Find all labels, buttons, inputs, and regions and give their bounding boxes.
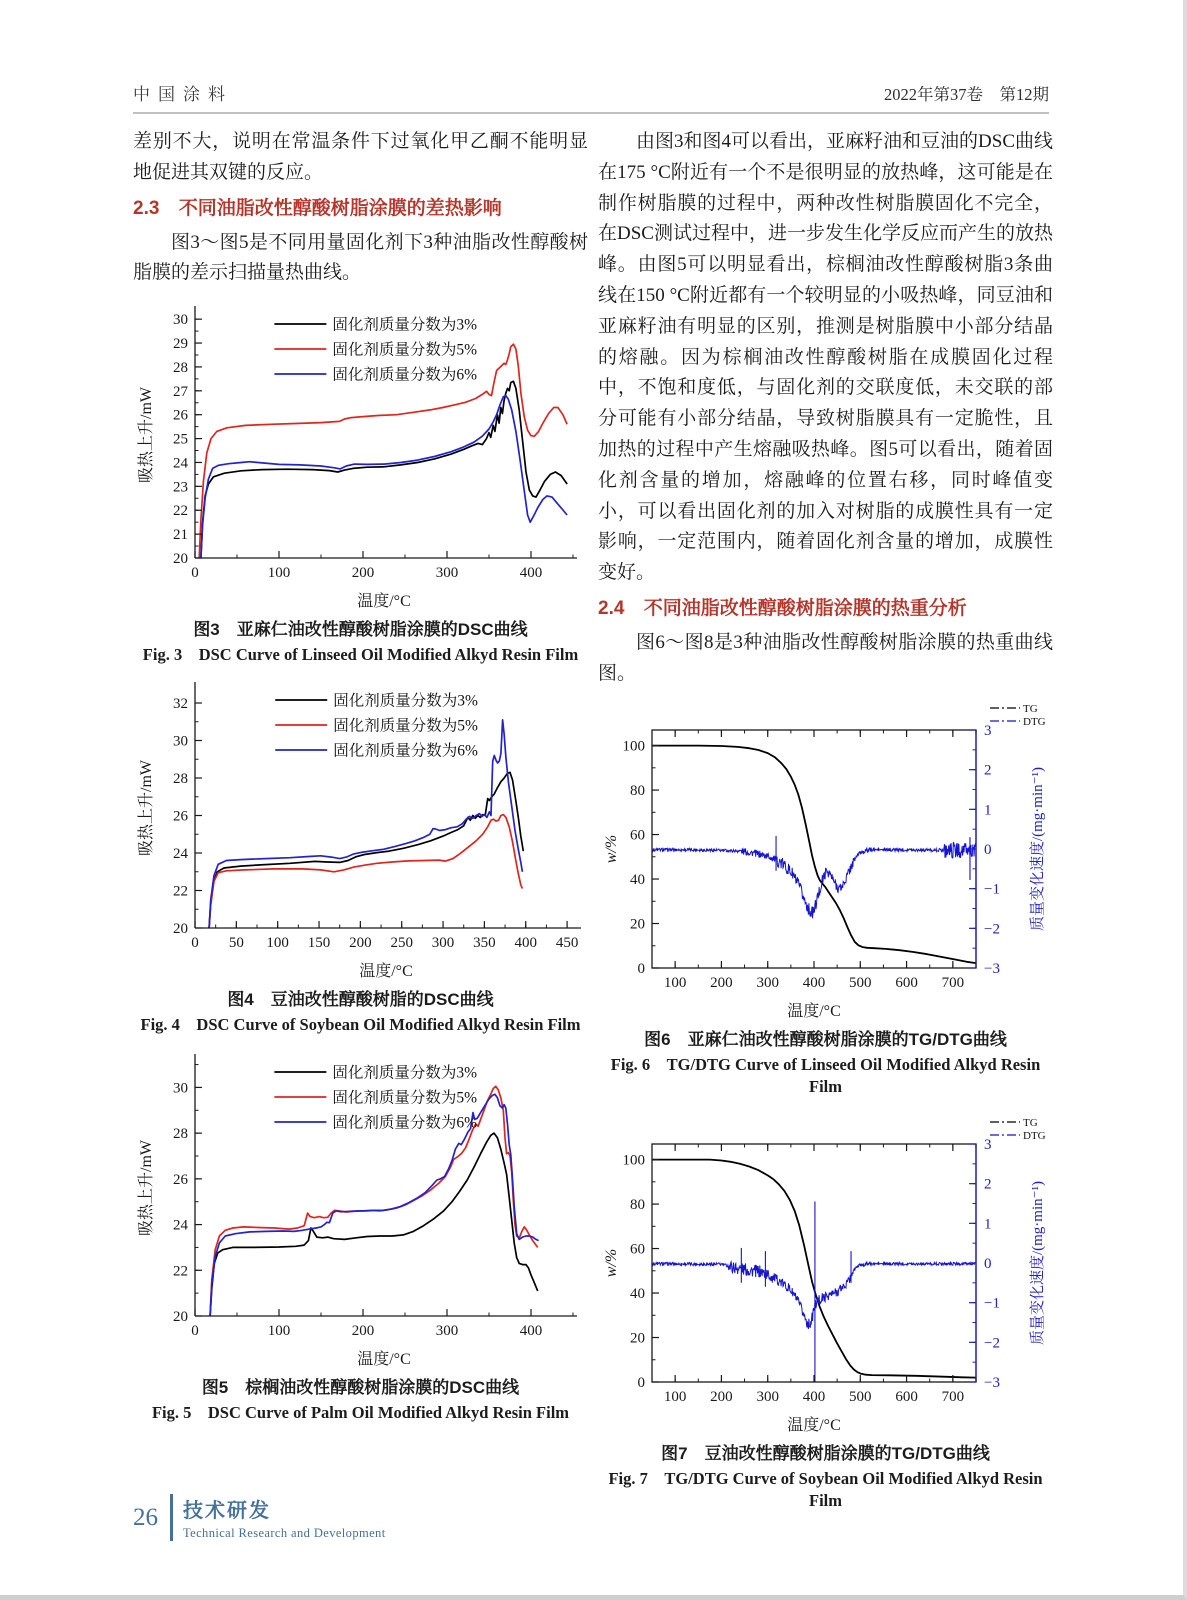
paragraph-continuation: 差别不大，说明在常温条件下过氧化甲乙酮不能明显地促进其双键的反应。: [133, 131, 588, 183]
fig7-caption-en: Fig. 7 TG/DTG Curve of Soybean Oil Modified Alkyd Resin Film: [608, 1468, 1043, 1510]
svg-text:200: 200: [709, 1388, 733, 1405]
svg-text:20: 20: [172, 551, 188, 568]
svg-text:300: 300: [431, 935, 454, 952]
svg-text:吸热上升/mW: 吸热上升/mW: [137, 387, 155, 484]
svg-text:−3: −3: [983, 960, 1000, 977]
svg-text:200: 200: [709, 974, 733, 991]
figure-5: [133, 1046, 588, 1424]
fig5-caption: [133, 1376, 588, 1424]
svg-text:60: 60: [629, 827, 645, 844]
fig4-caption-zh: 图4 豆油改性醇酸树脂的DSC曲线: [227, 990, 494, 1010]
svg-text:20: 20: [172, 1309, 188, 1326]
svg-text:0: 0: [190, 565, 199, 582]
svg-text:300: 300: [755, 1388, 779, 1405]
svg-text:400: 400: [519, 565, 542, 582]
svg-text:0: 0: [637, 1374, 645, 1391]
svg-text:固化剂质量分数为6%: 固化剂质量分数为6%: [332, 742, 478, 760]
svg-text:0: 0: [190, 1323, 199, 1340]
svg-text:100: 100: [663, 974, 686, 991]
svg-text:20: 20: [629, 916, 645, 933]
svg-text:40: 40: [629, 871, 645, 888]
svg-text:22: 22: [172, 503, 188, 520]
fig4-caption: [133, 988, 588, 1036]
fig3-caption-en: Fig. 3 DSC Curve of Linseed Oil Modified Alkyd Resin Film: [142, 645, 579, 665]
fig7-caption-zh: 图7 豆油改性醇酸树脂涂膜的TG/DTG曲线: [661, 1443, 990, 1463]
svg-text:700: 700: [941, 974, 964, 991]
svg-text:80: 80: [629, 782, 645, 799]
svg-text:80: 80: [629, 1196, 645, 1213]
svg-text:温度/°C: 温度/°C: [356, 593, 411, 611]
fig6-tg-dtg-chart: [600, 694, 1052, 1024]
svg-text:23: 23: [172, 479, 188, 496]
svg-text:24: 24: [172, 455, 188, 472]
left-column: [133, 127, 588, 1516]
svg-text:−2: −2: [983, 1334, 1000, 1351]
svg-text:100: 100: [663, 1388, 686, 1405]
svg-text:60: 60: [629, 1241, 645, 1258]
svg-text:28: 28: [172, 360, 188, 377]
svg-text:100: 100: [267, 1323, 290, 1340]
svg-text:200: 200: [351, 565, 374, 582]
svg-text:700: 700: [941, 1388, 964, 1405]
footer-section-zh: 技术研发: [183, 1500, 271, 1522]
svg-text:22: 22: [172, 1263, 188, 1280]
fig3-dsc-chart: [135, 302, 587, 614]
svg-text:250: 250: [389, 935, 413, 952]
fig5-caption-en: Fig. 5 DSC Curve of Palm Oil Modified Alkyd Resin Film: [151, 1403, 570, 1423]
svg-text:0: 0: [190, 935, 199, 952]
svg-text:32: 32: [172, 696, 188, 713]
issue-info: 2022年第37卷 第12期: [884, 85, 1049, 104]
fig7-tg-dtg-chart: [600, 1108, 1052, 1438]
section-number: 2.4: [598, 597, 625, 619]
svg-text:−1: −1: [983, 881, 1000, 898]
svg-text:28: 28: [172, 1126, 188, 1143]
svg-text:DTG: DTG: [1022, 715, 1046, 728]
svg-text:−2: −2: [983, 920, 1000, 937]
svg-text:固化剂质量分数为6%: 固化剂质量分数为6%: [331, 366, 477, 384]
svg-text:TG: TG: [1022, 1116, 1038, 1129]
svg-text:24: 24: [172, 1217, 188, 1234]
svg-text:400: 400: [802, 1388, 825, 1405]
svg-text:26: 26: [172, 808, 188, 825]
svg-text:固化剂质量分数为3%: 固化剂质量分数为3%: [331, 1064, 477, 1082]
svg-text:温度/°C: 温度/°C: [786, 1002, 841, 1020]
svg-text:300: 300: [435, 1323, 458, 1340]
svg-text:温度/°C: 温度/°C: [356, 1351, 411, 1369]
fig5-caption-zh: 图5 棕榈油改性醇酸树脂涂膜的DSC曲线: [201, 1378, 520, 1398]
svg-text:TG: TG: [1022, 702, 1038, 715]
svg-text:固化剂质量分数为3%: 固化剂质量分数为3%: [332, 692, 478, 710]
svg-text:质量变化速度/(mg·min⁻¹): 质量变化速度/(mg·min⁻¹): [1029, 1180, 1046, 1345]
fig6-caption-zh: 图6 亚麻仁油改性醇酸树脂涂膜的TG/DTG曲线: [644, 1029, 1007, 1049]
svg-text:500: 500: [848, 974, 872, 991]
svg-text:0: 0: [637, 960, 645, 977]
svg-text:固化剂质量分数为5%: 固化剂质量分数为5%: [331, 341, 477, 359]
svg-text:2: 2: [983, 762, 991, 779]
figure-3: [133, 302, 588, 666]
svg-text:300: 300: [435, 565, 458, 582]
footer-divider: [170, 1494, 173, 1541]
svg-text:20: 20: [629, 1330, 645, 1347]
svg-text:吸热上升/mW: 吸热上升/mW: [137, 1140, 155, 1237]
svg-text:固化剂质量分数为5%: 固化剂质量分数为5%: [331, 1089, 477, 1107]
svg-text:w/%: w/%: [602, 1248, 620, 1277]
svg-text:50: 50: [228, 935, 244, 952]
right-column: [598, 127, 1053, 1516]
svg-text:2: 2: [983, 1176, 991, 1193]
svg-text:400: 400: [519, 1323, 542, 1340]
svg-text:25: 25: [172, 431, 188, 448]
svg-text:500: 500: [848, 1388, 872, 1405]
svg-text:100: 100: [622, 738, 645, 755]
svg-text:温度/°C: 温度/°C: [786, 1416, 841, 1434]
paragraph: 图6～图8是3种油脂改性醇酸树脂涂膜的热重曲线图。: [598, 631, 1053, 684]
svg-text:0: 0: [983, 1255, 991, 1272]
svg-text:600: 600: [894, 974, 918, 991]
svg-text:450: 450: [555, 935, 578, 952]
svg-text:w/%: w/%: [602, 834, 620, 863]
svg-text:DTG: DTG: [1022, 1129, 1046, 1142]
svg-text:26: 26: [172, 1172, 188, 1189]
svg-text:固化剂质量分数为6%: 固化剂质量分数为6%: [331, 1114, 477, 1132]
svg-text:100: 100: [265, 935, 289, 952]
page-footer: [133, 1494, 386, 1541]
paragraph: 图3～图5是不同用量固化剂下3种油脂改性醇酸树脂膜的差示扫描量热曲线。: [133, 231, 588, 284]
svg-text:20: 20: [172, 921, 188, 938]
svg-text:100: 100: [267, 565, 290, 582]
svg-text:28: 28: [172, 771, 188, 788]
fig6-caption: [598, 1028, 1053, 1098]
svg-text:3: 3: [983, 1136, 991, 1153]
svg-text:200: 200: [348, 935, 372, 952]
svg-text:22: 22: [172, 883, 188, 900]
fig6-caption-en: Fig. 6 TG/DTG Curve of Linseed Oil Modified Alkyd Resin Film: [610, 1054, 1041, 1096]
fig4-caption-en: Fig. 4 DSC Curve of Soybean Oil Modified Alkyd Resin Film: [140, 1015, 581, 1035]
svg-text:0: 0: [983, 841, 991, 858]
svg-text:温度/°C: 温度/°C: [358, 963, 413, 981]
svg-text:350: 350: [472, 935, 496, 952]
journal-name: 中国涂料: [133, 85, 233, 104]
fig3-caption-zh: 图3 亚麻仁油改性醇酸树脂涂膜的DSC曲线: [193, 620, 528, 640]
fig7-caption: [598, 1442, 1053, 1512]
fig3-caption: [133, 618, 588, 666]
svg-text:30: 30: [172, 312, 188, 329]
section-number: 2.3: [133, 197, 160, 219]
fig4-dsc-chart: [135, 676, 587, 984]
figure-4: [133, 676, 588, 1036]
svg-text:100: 100: [622, 1152, 645, 1169]
svg-text:21: 21: [172, 527, 188, 544]
svg-text:24: 24: [172, 846, 188, 863]
svg-text:27: 27: [172, 384, 188, 401]
fig5-dsc-chart: [135, 1046, 587, 1372]
paragraph: 由图3和图4可以看出，亚麻籽油和豆油的DSC曲线在175 °C附近有一个不是很明显的放热峰，这可能是在制作树脂膜的过程中，两种改性树脂膜固化不完全，在DSC测试过程中，进一步发生化学反应而产生的放热峰。由图5可以明显看出，棕榈油改性醇酸树脂3条曲线在150 °C附近都有一个较明显的小吸热峰，同豆油和亚麻籽油有明显的区别，推测是树脂膜中小部分结晶的熔融。因为棕榈油改性醇酸树脂在成膜固化过程中，不饱和度低，与固化剂的交联度低，未交联的部分可能有小部分结晶，导致树脂膜具有一定脆性，且加热的过程中产生熔融吸热峰。图5可以看出，随着固化剂含量的增加，熔融峰的位置右移，同时峰值变小，可以看出固化剂的加入对树脂的成膜性具有一定影响，一定范围内，随着固化剂含量的增加，成膜性变好。: [598, 131, 1053, 584]
svg-text:30: 30: [172, 1080, 188, 1097]
svg-text:26: 26: [172, 407, 188, 424]
svg-text:150: 150: [307, 935, 330, 952]
figure-7: [598, 1108, 1053, 1512]
svg-text:−1: −1: [983, 1295, 1000, 1312]
svg-text:1: 1: [983, 1215, 991, 1232]
footer-section: [183, 1494, 386, 1541]
section-title: 不同油脂改性醇酸树脂涂膜的差热影响: [178, 197, 502, 219]
section-heading-2-3: [133, 194, 588, 224]
page-header: [133, 80, 1049, 114]
svg-text:40: 40: [629, 1285, 645, 1302]
svg-text:30: 30: [172, 733, 188, 750]
svg-text:吸热上升/mW: 吸热上升/mW: [137, 760, 155, 857]
svg-text:3: 3: [983, 722, 991, 739]
svg-text:质量变化速度/(mg·min⁻¹): 质量变化速度/(mg·min⁻¹): [1029, 766, 1046, 931]
svg-text:固化剂质量分数为3%: 固化剂质量分数为3%: [331, 316, 477, 334]
svg-text:400: 400: [802, 974, 825, 991]
svg-text:−3: −3: [983, 1374, 1000, 1391]
svg-text:1: 1: [983, 801, 991, 818]
svg-text:600: 600: [894, 1388, 918, 1405]
svg-text:200: 200: [351, 1323, 374, 1340]
svg-text:29: 29: [172, 336, 188, 353]
section-heading-2-4: [598, 594, 1053, 624]
header-divider: [133, 112, 1049, 114]
section-title: 不同油脂改性醇酸树脂涂膜的热重分析: [643, 597, 967, 619]
footer-section-en: Technical Research and Development: [183, 1526, 386, 1540]
svg-text:固化剂质量分数为5%: 固化剂质量分数为5%: [332, 717, 478, 735]
content-columns: [133, 127, 1053, 1516]
svg-text:300: 300: [755, 974, 779, 991]
svg-text:400: 400: [513, 935, 537, 952]
page-number: 26: [133, 1503, 158, 1531]
figure-6: [598, 694, 1053, 1098]
